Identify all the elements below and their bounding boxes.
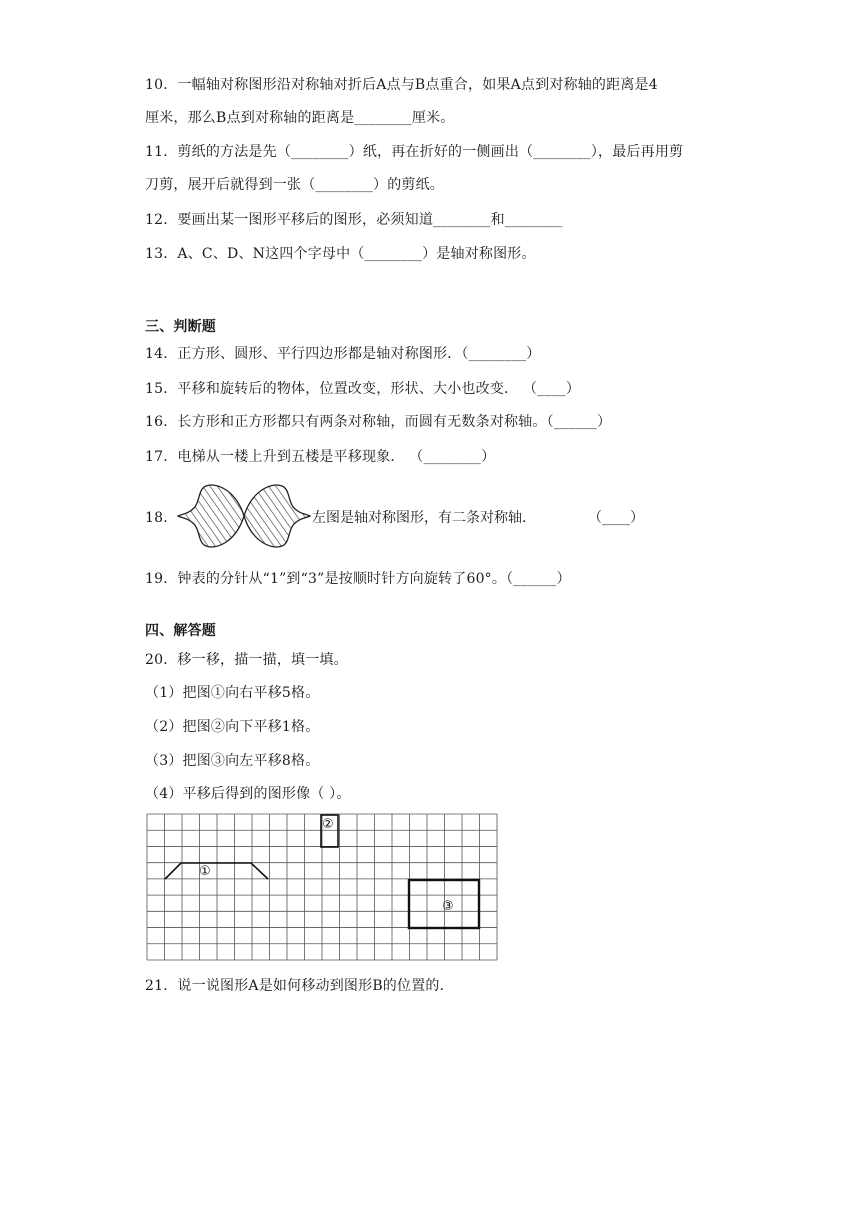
q14: 14．正方形、圆形、平行四边形都是轴对称图形．（________） <box>145 346 541 362</box>
butterfly-figure <box>176 480 312 552</box>
q20-part-4: （4）平移后得到的图形像（ ）。 <box>145 786 351 802</box>
q11-line2: 刀剪，展开后就得到一张（________）的剪纸。 <box>145 177 444 193</box>
figure-1-label: ① <box>199 864 211 879</box>
q18-blank: （____） <box>588 510 644 526</box>
q18-number: 18． <box>145 510 178 526</box>
section-4-heading: 四、解答题 <box>145 623 216 639</box>
q15: 15．平移和旋转后的物体，位置改变，形状、大小也改变． （____） <box>145 381 581 397</box>
q19: 19．钟表的分针从“1”到“3”是按顺时针方向旋转了60°。（______） <box>145 571 571 587</box>
q10-line1: 10．一幅轴对称图形沿对称轴对折后A点与B点重合，如果A点到对称轴的距离是4 <box>145 77 658 93</box>
q21: 21．说一说图形A是如何移动到图形B的位置的． <box>145 978 454 994</box>
q10-line2: 厘米，那么B点到对称轴的距离是________厘米。 <box>145 110 455 126</box>
q20-part-2: （2）把图②向下平移1格。 <box>145 719 320 735</box>
q11-line1: 11．剪纸的方法是先（________）纸，再在折好的一侧画出（________），最后再用剪 <box>145 144 684 160</box>
q20-part-1: （1）把图①向右平移5格。 <box>145 685 320 701</box>
q20-part-3: （3）把图③向左平移8格。 <box>145 753 320 769</box>
q17: 17．电梯从一楼上升到五楼是平移现象． （________） <box>145 449 496 465</box>
q16: 16．长方形和正方形都只有两条对称轴，而圆有无数条对称轴。（______） <box>145 414 612 430</box>
q13: 13．A、C、D、N这四个字母中（________）是轴对称图形。 <box>145 246 536 262</box>
figure-2-label: ② <box>322 817 334 832</box>
figure-3-label: ③ <box>442 899 454 914</box>
q20-stem: 20．移一移，描一描，填一填。 <box>145 652 348 668</box>
q12: 12．要画出某一图形平移后的图形，必须知道________和________ <box>145 212 563 228</box>
section-3-heading: 三、判断题 <box>145 319 216 335</box>
q18-text: 左图是轴对称图形，有二条对称轴． <box>312 510 536 526</box>
figure-1-trapezoid <box>165 863 268 879</box>
translation-grid <box>146 813 498 961</box>
